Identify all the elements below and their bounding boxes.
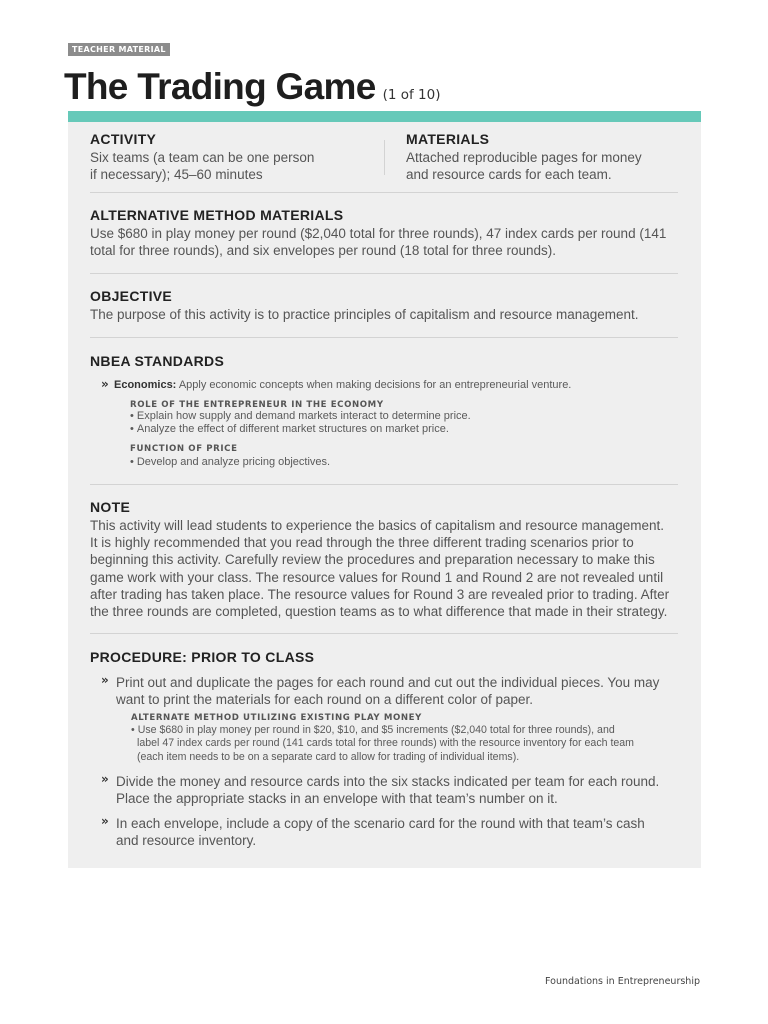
- note-text: [90, 517, 669, 620]
- list-item: [131, 724, 634, 737]
- procedure-line: Print out and duplicate the pages for each round and cut out the individual pieces. You may: [116, 675, 660, 690]
- activity-line: if necessary); 45–60 minutes: [90, 167, 263, 183]
- bullet-dot-icon: •: [130, 410, 134, 422]
- materials-line: Attached reproducible pages for money: [406, 150, 642, 165]
- procedure-line: In each envelope, include a copy of the scenario card for the round with that team’s cash: [116, 816, 645, 831]
- list-item-text: Explain how supply and demand markets interact to determine price.: [136, 410, 471, 422]
- alt-materials-heading: ALTERNATIVE METHOD MATERIALS: [90, 207, 344, 223]
- procedure-line: Divide the money and resource cards into the six stacks indicated per team for each round.: [116, 774, 660, 789]
- procedure-step: [116, 773, 659, 807]
- note-line: beginning this activity. Carefully review the procedures and preparation necessary to make this: [90, 552, 655, 568]
- objective-text: The purpose of this activity is to practice principles of capitalism and resource management.: [90, 307, 639, 322]
- materials-line: and resource cards for each team.: [406, 167, 612, 183]
- teacher-material-tag: TEACHER MATERIAL: [68, 43, 170, 56]
- list-item: [130, 456, 330, 469]
- chevron-bullet-icon: »: [101, 377, 109, 391]
- column-divider: [384, 140, 385, 175]
- section-divider: [90, 192, 678, 193]
- page-title: The Trading Game: [64, 66, 376, 107]
- procedure-line: Place the appropriate stacks in an envelope with that team’s number on it.: [116, 791, 558, 807]
- bullet-dot-icon: •: [130, 456, 134, 468]
- section-divider: [90, 633, 678, 634]
- list-item: [130, 423, 471, 436]
- standards-bullets: [130, 410, 471, 437]
- note-line: It is highly recommended that you read through the three different trading scenarios prior to: [90, 535, 634, 551]
- objective-heading: OBJECTIVE: [90, 288, 173, 304]
- title-row: [64, 66, 441, 108]
- list-item: [130, 410, 471, 423]
- bullet-dot-icon: •: [130, 423, 134, 436]
- note-line: after trading has taken place. The resource values for Round 3 are revealed prior to trading. After: [90, 586, 670, 602]
- procedure-step: [116, 674, 659, 708]
- section-divider: [90, 484, 678, 485]
- alt-materials-line: total for three rounds), and six envelopes per round (18 total for three rounds).: [90, 243, 557, 259]
- standards-item-label: Economics:: [114, 379, 177, 391]
- chevron-bullet-icon: »: [101, 814, 109, 828]
- note-line: game work with your class. The resource values for Round 1 and Round 2 are not revealed until: [90, 569, 664, 585]
- list-item-continued: (each item needs to be on a separate card to allow for trading of individual items).: [137, 750, 520, 763]
- section-divider: [90, 337, 678, 338]
- note-line: This activity will lead students to experience the basics of capitalism and resource management.: [90, 518, 665, 533]
- page-count: (1 of 10): [382, 87, 441, 103]
- standards-bullets: [130, 456, 330, 469]
- accent-bar: [68, 111, 701, 122]
- list-item-continued: label 47 index cards per round (141 cards total for three rounds) with the resource inventory for each team: [137, 737, 634, 750]
- standards-group-title: ROLE OF THE ENTREPRENEUR IN THE ECONOMY: [130, 400, 384, 410]
- procedure-line: and resource inventory.: [116, 833, 257, 849]
- list-item-text: Develop and analyze pricing objectives.: [136, 456, 331, 468]
- alternate-method-bullets: [131, 724, 634, 764]
- alt-materials-text: [90, 225, 666, 259]
- alt-materials-line: Use $680 in play money per round ($2,040 total for three rounds), 47 index cards per round (141: [90, 226, 667, 241]
- activity-heading: ACTIVITY: [90, 131, 157, 147]
- alternate-method-title: ALTERNATE METHOD UTILIZING EXISTING PLAY MONEY: [131, 713, 422, 723]
- activity-text: [90, 149, 314, 183]
- activity-line: Six teams (a team can be one person: [90, 150, 315, 165]
- chevron-bullet-icon: »: [101, 772, 109, 786]
- list-item-text: Analyze the effect of different market structures on market price.: [136, 423, 449, 436]
- standards-group-title: FUNCTION OF PRICE: [130, 444, 238, 454]
- materials-text: [406, 149, 642, 183]
- list-item-text: Use $680 in play money per round in $20, $10, and $5 increments ($2,040 total for three rounds), and: [137, 724, 615, 736]
- procedure-step: [116, 815, 645, 849]
- note-heading: NOTE: [90, 499, 131, 515]
- materials-heading: MATERIALS: [406, 131, 490, 147]
- bullet-dot-icon: •: [131, 724, 135, 736]
- standards-item: [114, 379, 571, 393]
- procedure-line: want to print the materials for each round on a different color of paper.: [116, 692, 533, 708]
- standards-heading: NBEA STANDARDS: [90, 353, 225, 369]
- chevron-bullet-icon: »: [101, 673, 109, 687]
- section-divider: [90, 273, 678, 274]
- note-line: the three rounds are completed, question teams as to what difference that made in their strategy.: [90, 604, 668, 620]
- footer-text: Foundations in Entrepreneurship: [545, 976, 700, 987]
- procedure-heading: PROCEDURE: PRIOR TO CLASS: [90, 649, 315, 665]
- standards-item-text: Apply economic concepts when making decisions for an entrepreneurial venture.: [178, 379, 572, 391]
